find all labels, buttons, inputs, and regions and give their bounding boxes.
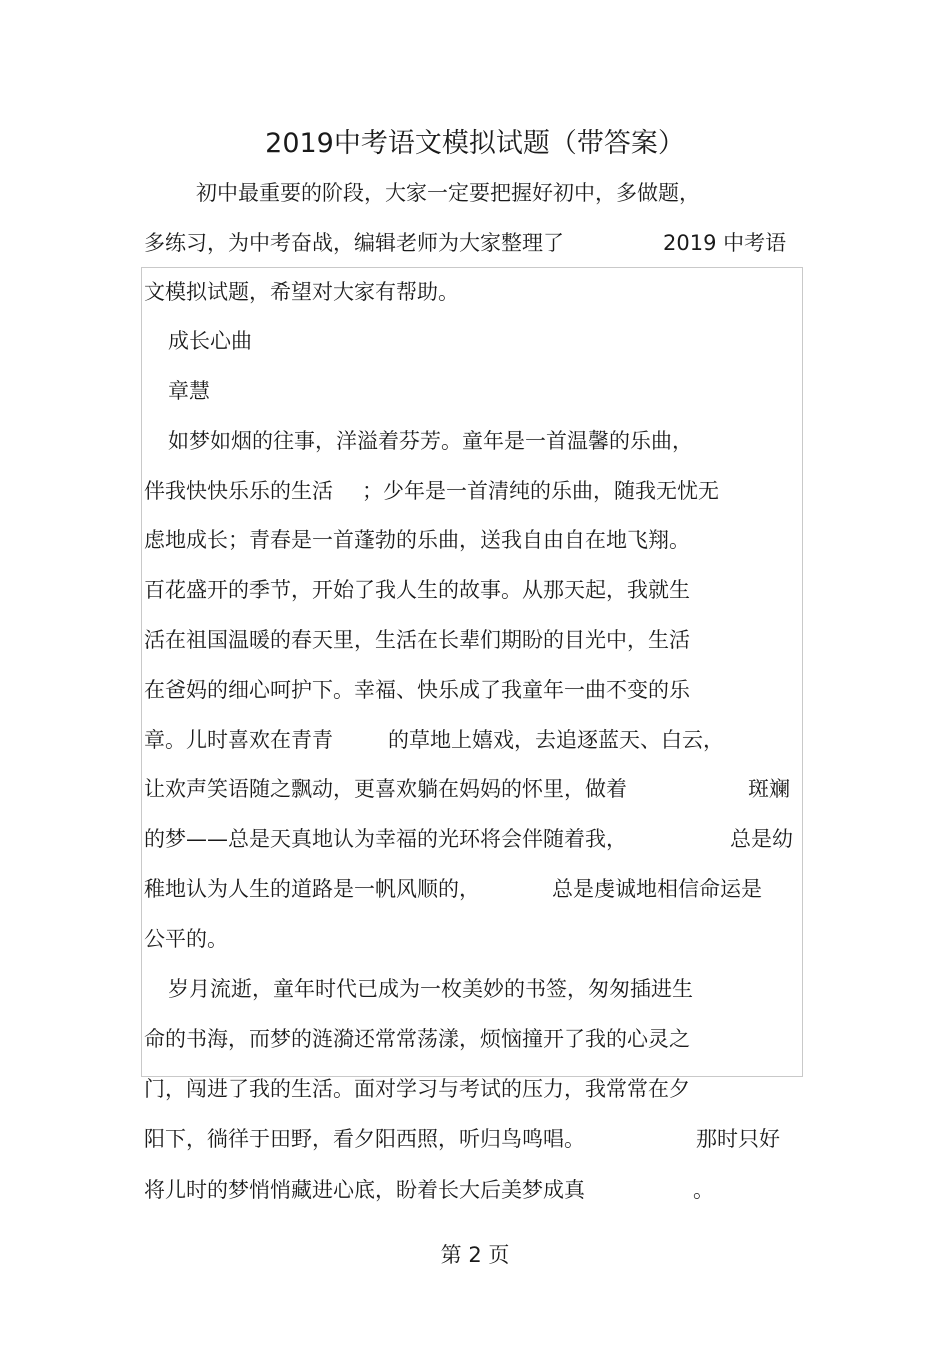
text-segment: 斑斓: [748, 777, 790, 801]
text-segment: 在爸妈的细心呵护下。幸福、快乐成了我童年一曲不变的乐: [144, 678, 690, 702]
page-number: 第 2 页: [440, 1243, 510, 1267]
text-segment: 稚地认为人生的道路是一帆风顺的，: [144, 877, 480, 901]
text-segment: 。: [693, 1178, 714, 1202]
text-segment: 那时只好: [696, 1127, 780, 1151]
text-segment: ；少年是一首清纯的乐曲，随我无忧无: [362, 479, 719, 503]
text-segment: 2019 中考语: [663, 231, 787, 255]
text-segment: 初中最重要的阶段，大家一定要把握好初中，多做题，: [196, 181, 700, 205]
text-segment: 总是虔诚地相信命运是: [552, 877, 762, 901]
text-segment: 虑地成长；青春是一首蓬勃的乐曲，送我自由自在地飞翔。: [144, 528, 690, 552]
text-segment: 命的书海，而梦的涟漪还常常荡漾，烦恼撞开了我的心灵之: [144, 1027, 690, 1051]
text-segment: 公平的。: [144, 927, 228, 951]
text-segment: 将儿时的梦悄悄藏进心底，盼着长大后美梦成真: [144, 1178, 585, 1202]
text-segment: 的草地上嬉戏，去追逐蓝天、白云，: [388, 728, 724, 752]
text-segment: 百花盛开的季节，开始了我人生的故事。从那天起，我就生: [144, 578, 690, 602]
document-title: 2019中考语文模拟试题（带答案）: [265, 128, 685, 159]
text-segment: 总是幼: [730, 827, 793, 851]
text-segment: 阳下，徜徉于田野，看夕阳西照，听归鸟鸣唱。: [144, 1127, 585, 1151]
text-segment: 的梦——总是天真地认为幸福的光环将会伴随着我，: [144, 827, 627, 851]
text-segment: 门，闯进了我的生活。面对学习与考试的压力，我常常在夕: [144, 1077, 690, 1101]
text-segment: 活在祖国温暖的春天里，生活在长辈们期盼的目光中，生活: [144, 628, 690, 652]
text-segment: 文模拟试题，希望对大家有帮助。: [144, 280, 459, 304]
text-segment: 成长心曲: [168, 329, 252, 353]
text-segment: 伴我快快乐乐的生活: [144, 479, 333, 503]
text-segment: 让欢声笑语随之飘动，更喜欢躺在妈妈的怀里，做着: [144, 777, 627, 801]
text-segment: 章。儿时喜欢在青青: [144, 728, 333, 752]
text-segment: 如梦如烟的往事，洋溢着芬芳。童年是一首温馨的乐曲，: [168, 429, 693, 453]
text-segment: 多练习，为中考奋战，编辑老师为大家整理了: [144, 231, 564, 255]
text-segment: 岁月流逝，童年时代已成为一枚美妙的书签，匆匆插进生: [168, 977, 693, 1001]
text-segment: 章慧: [168, 379, 210, 403]
